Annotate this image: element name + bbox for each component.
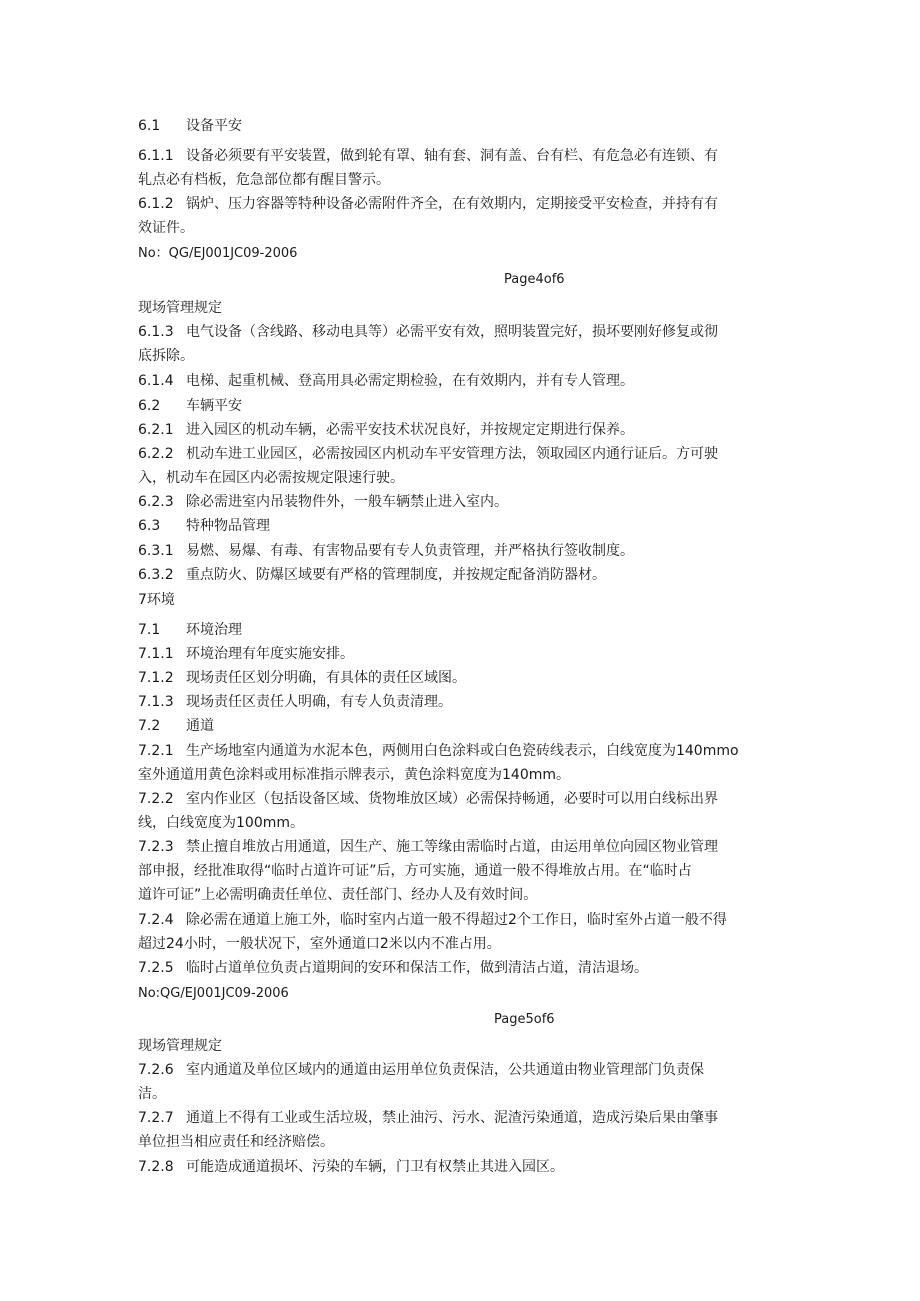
section-7-2-3-cont: 部申报，经批准取得“临时占道许可证”后，方可实施，通道一般不得堆放占用。在“临时占	[138, 863, 692, 879]
section-7-2-8: 7.2.8 可能造成通道损坏、污染的车辆，门卫有权禁止其进入园区。	[138, 1159, 564, 1175]
section-6-1-3: 6.1.3 电气设备（含线路、移动电具等）必需平安有效，照明装置完好，损坏要刚好修复或彻	[138, 324, 718, 340]
section-6-2-2: 6.2.2 机动车进工业园区，必需按园区内机动车平安管理方法，领取园区内通行证后。方可驶	[138, 446, 718, 462]
doc-title: 现场管理规定	[138, 300, 222, 316]
section-7-2-7: 7.2.7 通道上不得有工业或生活垃圾，禁止油污、污水、泥渣污染通道，造成污染后果由肇事	[138, 1110, 718, 1126]
section-7-2-7-cont: 单位担当相应责任和经济赔偿。	[138, 1134, 334, 1150]
section-7-2: 7.2 通道	[138, 718, 214, 734]
section-6-1-2: 6.1.2 锅炉、压力容器等特种设备必需附件齐全，在有效期内，定期接受平安检查，并持有有	[138, 196, 718, 212]
page-number: Page4of6	[504, 272, 565, 287]
section-7: 7环境	[138, 592, 175, 608]
section-7-2-4: 7.2.4 除必需在通道上施工外，临时室内占道一般不得超过2个工作日，临时室外占道一般不得	[138, 912, 727, 928]
section-6-1-3-cont: 底拆除。	[138, 348, 194, 364]
section-6-2-2-cont: 入，机动车在园区内必需按规定限速行驶。	[138, 470, 404, 486]
section-7-1-2: 7.1.2 现场责任区划分明确，有具体的责任区域图。	[138, 670, 466, 686]
section-7-1-3: 7.1.3 现场责任区责任人明确，有专人负责清理。	[138, 694, 452, 710]
section-6-2-3: 6.2.3 除必需进室内吊装物件外，一般车辆禁止进入室内。	[138, 494, 508, 510]
section-7-2-4-cont: 超过24小时，一般状况下，室外通道口2米以内不准占用。	[138, 936, 501, 952]
section-7-1: 7.1 环境治理	[138, 622, 242, 638]
section-7-2-3-cont2: 道许可证”上必需明确责任单位、责任部门、经办人及有效时间。	[138, 887, 538, 903]
section-7-2-6: 7.2.6 室内通道及单位区域内的通道由运用单位负责保洁，公共通道由物业管理部门负责保	[138, 1062, 704, 1078]
section-7-1-1: 7.1.1 环境治理有年度实施安排。	[138, 646, 354, 662]
doc-number-2: No:QG/EJ001JC09-2006	[138, 986, 289, 1001]
section-6-2: 6.2 车辆平安	[138, 398, 242, 414]
section-6-1-1: 6.1.1 设备必须要有平安装置，做到轮有罩、轴有套、洞有盖、台有栏、有危急必有连锁、有	[138, 148, 718, 164]
section-7-2-1-cont: 室外通道用黄色涂料或用标准指示牌表示，黄色涂料宽度为140mm。	[138, 767, 570, 783]
section-7-2-6-cont: 洁。	[138, 1086, 166, 1102]
section-6-1-4: 6.1.4 电梯、起重机械、登高用具必需定期检验，在有效期内，并有专人管理。	[138, 373, 634, 389]
section-7-2-1: 7.2.1 生产场地室内通道为水泥本色，两侧用白色涂料或白色瓷砖线表示，白线宽度为140mmo	[138, 743, 739, 759]
section-7-2-5: 7.2.5 临时占道单位负责占道期间的安环和保洁工作，做到清洁占道，清洁退场。	[138, 960, 648, 976]
section-7-2-2-cont: 线，白线宽度为100mm。	[138, 815, 304, 831]
section-7-2-2: 7.2.2 室内作业区（包括设备区域、货物堆放区域）必需保持畅通，必要时可以用白线标出界	[138, 791, 718, 807]
section-6-3-2: 6.3.2 重点防火、防爆区域要有严格的管理制度，并按规定配备消防器材。	[138, 567, 606, 583]
doc-number: No：QG/EJ001JC09-2006	[138, 246, 298, 261]
section-6-3-1: 6.3.1 易燃、易爆、有毒、有害物品要有专人负责管理，并严格执行签收制度。	[138, 543, 634, 559]
section-6-2-1: 6.2.1 进入园区的机动车辆，必需平安技术状况良好，并按规定定期进行保养。	[138, 422, 634, 438]
section-6-1-1-cont: 轧点必有档板，危急部位都有醒目警示。	[138, 172, 390, 188]
section-6-3: 6.3 特种物品管理	[138, 518, 270, 534]
doc-title-2: 现场管理规定	[138, 1038, 222, 1054]
page-number-2: Page5of6	[494, 1012, 555, 1027]
section-7-2-3: 7.2.3 禁止擅自堆放占用通道，因生产、施工等缘由需临时占道，由运用单位向园区物业管理	[138, 839, 718, 855]
section-6-1-2-cont: 效证件。	[138, 220, 194, 236]
section-6-1: 6.1 设备平安	[138, 118, 242, 134]
